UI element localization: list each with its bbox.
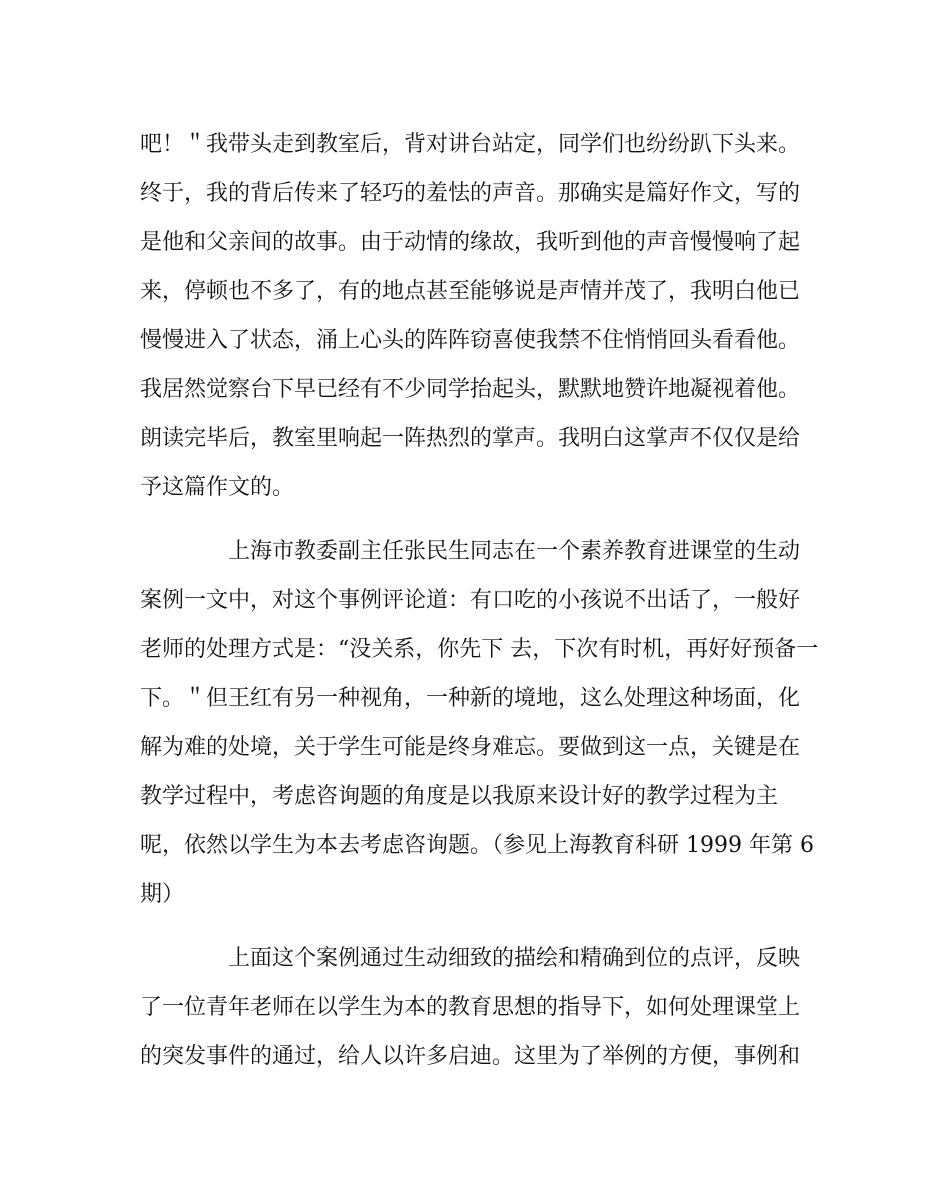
- paragraph-2-line-4: 下。＂但王红有另一种视角，一种新的境地，这么处理这种场面，化: [140, 686, 801, 711]
- paragraph-3-line-1: 上面这个案例通过生动细致的描绘和精确到位的点评，反映: [228, 946, 801, 971]
- paragraph-2-line-7: 呢，依然以学生为本去考虑咨询题。（参见上海教育科研 1999 年第 6: [140, 833, 814, 858]
- paragraph-2-line-8: 期）: [140, 882, 185, 907]
- paragraph-2-line-5: 解为难的处境，关于学生可能是终身难忘。要做到这一点，关键是在: [140, 735, 801, 760]
- paragraph-1-line-6: 我居然觉察台下早已经有不少同学抬起头，默默地赞许地凝视着他。: [140, 377, 801, 402]
- paragraph-3-line-3: 的突发事件的通过，给人以许多启迪。这里为了举例的方便，事例和: [140, 1044, 801, 1069]
- paragraph-1-line-5: 慢慢进入了状态，涌上心头的阵阵窃喜使我禁不住悄悄回头看看他。: [140, 328, 801, 353]
- paragraph-2-line-3: 老师的处理方式是：“没关系，你先下 去，下次有时机，再好好预备一: [140, 637, 819, 662]
- paragraph-1-line-2: 终于，我的背后传来了轻巧的羞怯的声音。那确实是篇好作文，写的: [140, 181, 801, 206]
- paragraph-2-line-2: 案例一文中，对这个事例评论道：有口吃的小孩说不出话了，一般好: [140, 588, 801, 613]
- paragraph-1-line-1: 吧！＂我带头走到教室后，背对讲台站定，同学们也纷纷趴下头来。: [140, 132, 801, 157]
- paragraph-1-line-3: 是他和父亲间的故事。由于动情的缘故，我听到他的声音慢慢响了起: [140, 230, 801, 255]
- paragraph-2-line-1: 上海市教委副主任张民生同志在一个素养教育进课堂的生动: [228, 539, 801, 564]
- paragraph-2-line-6: 教学过程中，考虑咨询题的角度是以我原来设计好的教学过程为主: [140, 784, 779, 809]
- paragraph-1-line-4: 来，停顿也不多了，有的地点甚至能够说是声情并茂了，我明白他已: [140, 279, 801, 304]
- paragraph-1-line-7: 朗读完毕后，教室里响起一阵热烈的掌声。我明白这掌声不仅仅是给: [140, 426, 801, 451]
- paragraph-1-line-8: 予这篇作文的。: [140, 475, 295, 500]
- paragraph-3-line-2: 了一位青年老师在以学生为本的教育思想的指导下，如何处理课堂上: [140, 995, 801, 1020]
